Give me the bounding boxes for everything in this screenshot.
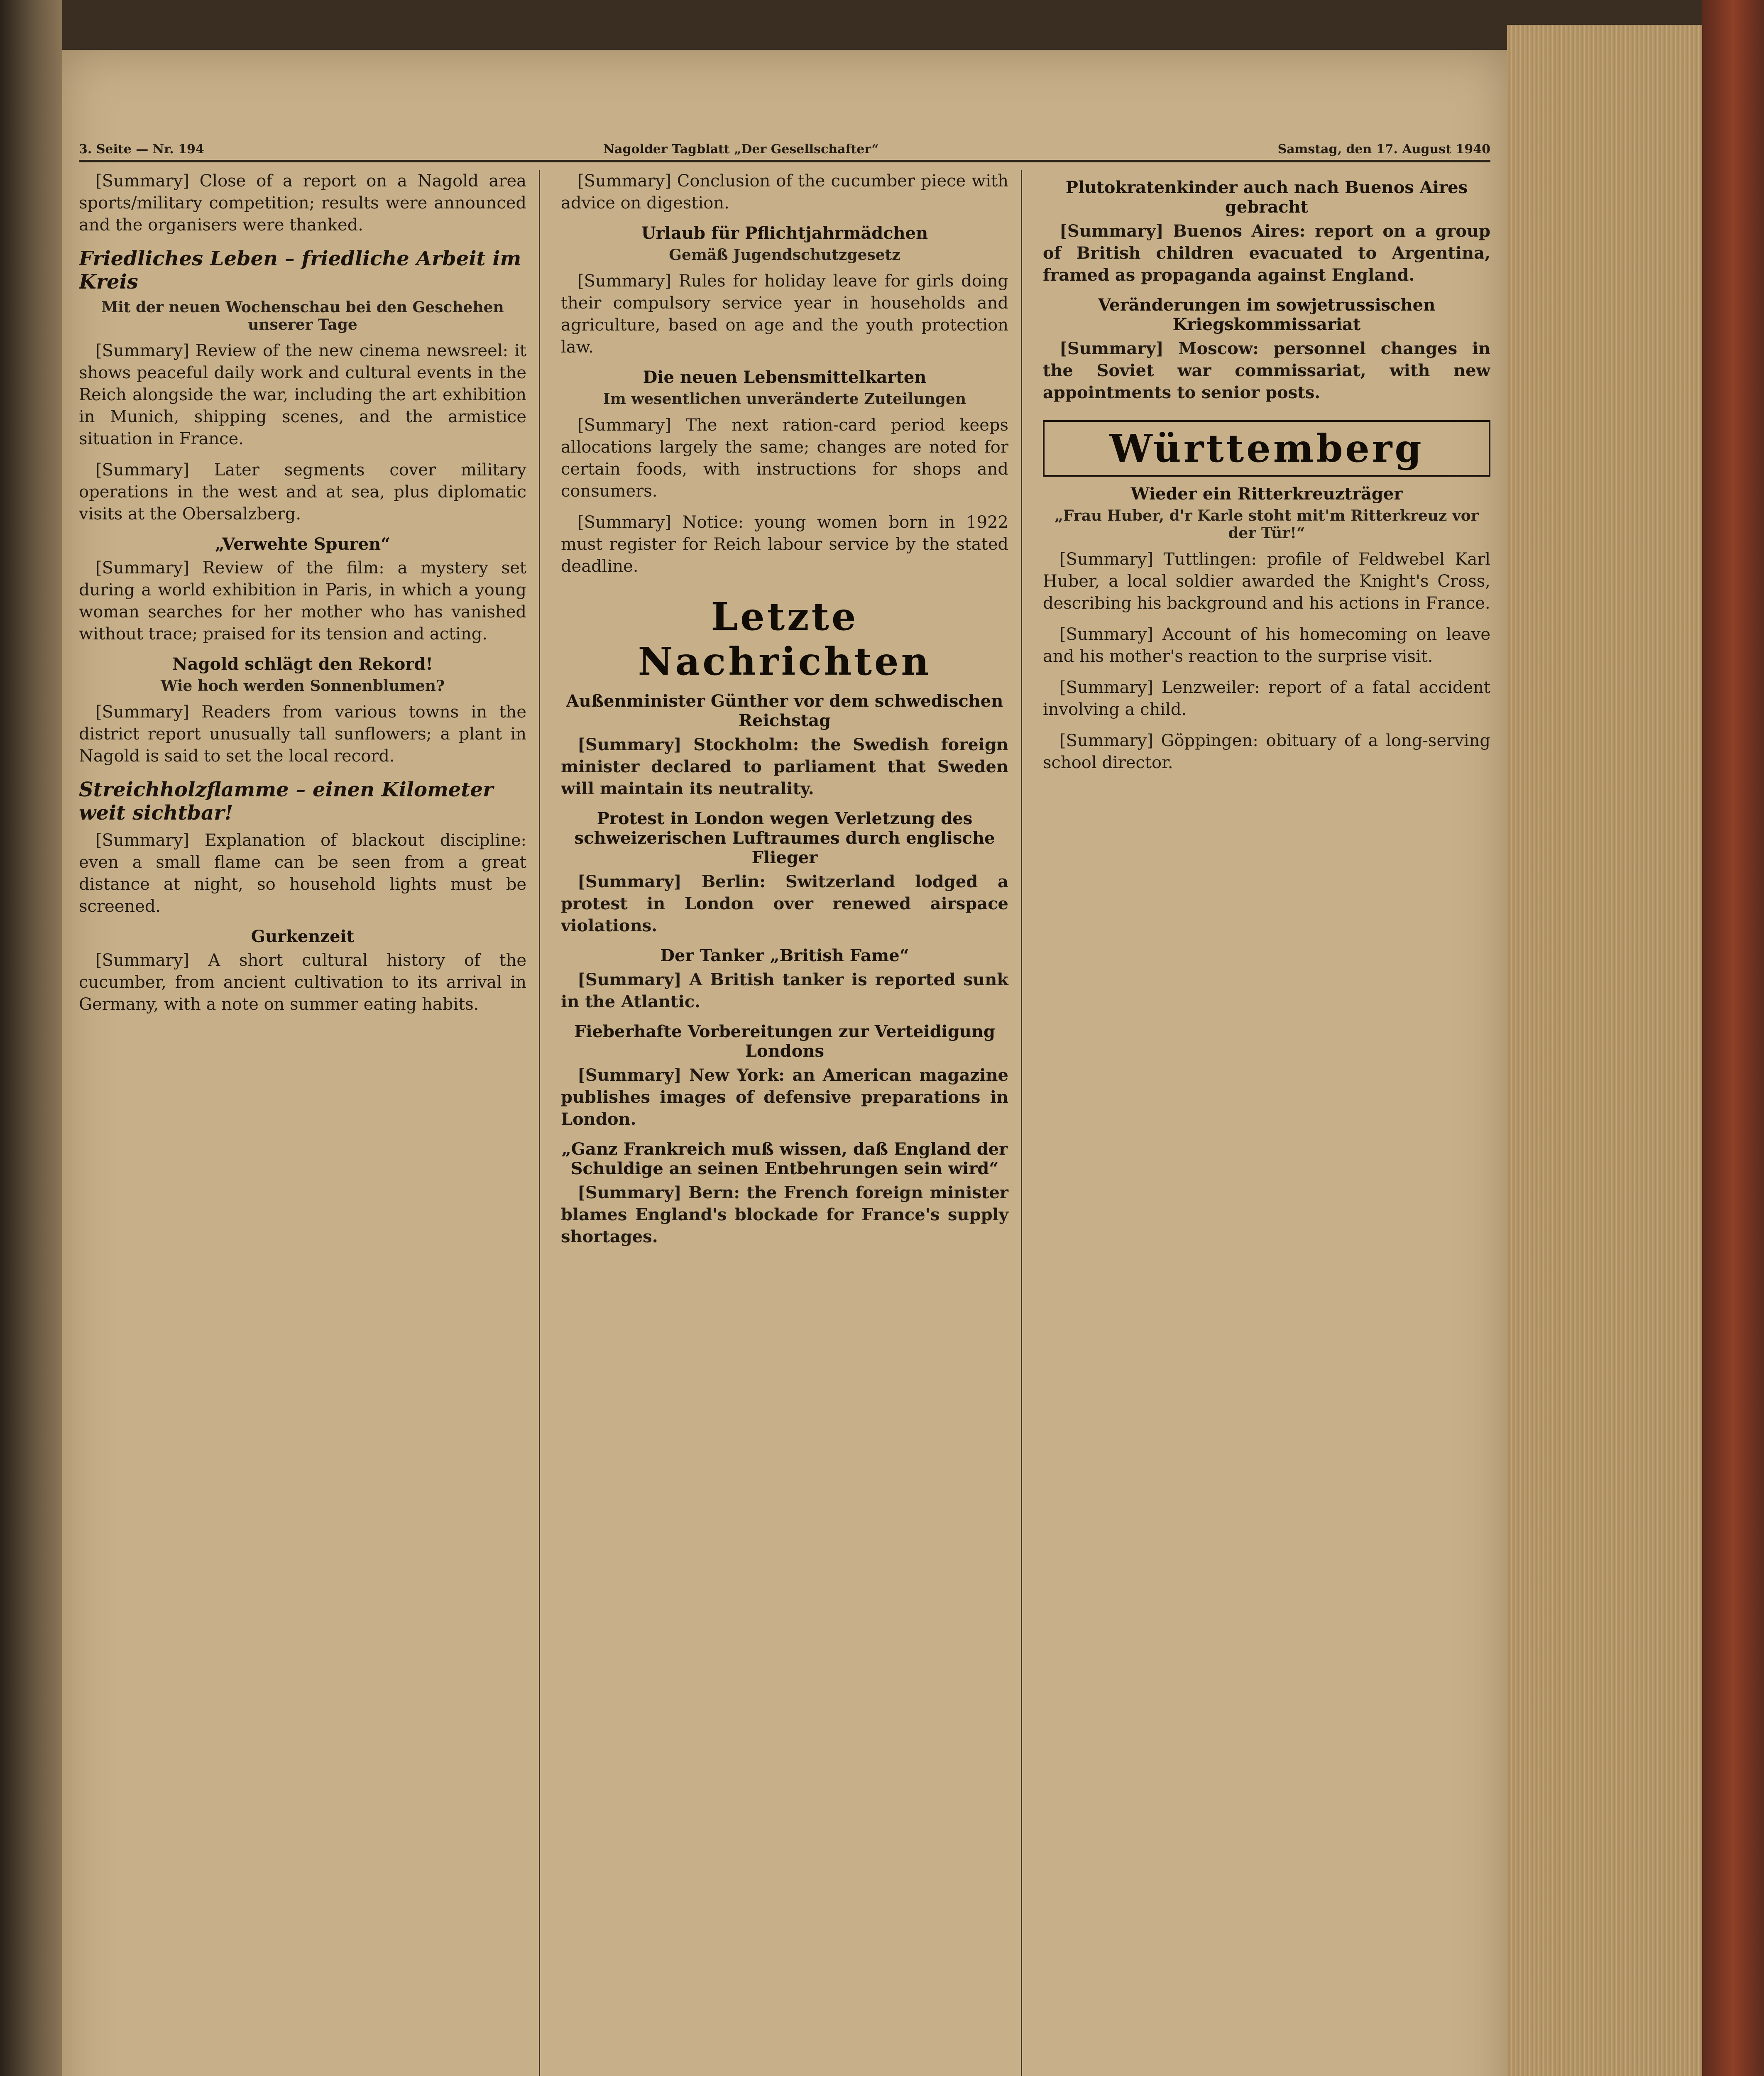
article-headline: Streichholzflamme – einen Kilometer weit sichtbar! [79,778,494,825]
article-paragraph: [Summary] Readers from various towns in the district report unusually tall sunflowers; a plant in Nagold is said to set the local record. [79,703,526,766]
article-paragraph: [Summary] Review of the new cinema newsreel: it shows peaceful daily work and cultural events in the Reich alongside the war, including the art exhibition in Munich, shipping scenes, and the armistice situation in France. [79,341,526,448]
article-paragraph: [Summary] Later segments cover military operations in the west and at sea, plus diplomatic visits at the Obersalzberg. [79,460,526,524]
article-title: Plutokratenkinder auch nach Buenos Aires gebracht [1065,178,1468,217]
page-stack-edge [1507,25,1702,2076]
article-title: „Ganz Frankreich muß wissen, daß England der Schuldige an seinen Entbehrungen sein wird“ [561,1139,1008,1178]
masthead-date: Samstag, den 17. August 1940 [1277,142,1490,157]
book-gutter-left [0,0,62,2076]
masthead-title: Nagolder Tagblatt „Der Gesellschafter“ [603,142,879,157]
columns [79,170,1490,2076]
article-paragraph: [Summary] Tuttlingen: profile of Feldwebel Karl Huber, a local soldier awarded the Knight's Cross, describing his background and his actions in France. [1043,550,1490,613]
masthead [79,135,1490,162]
article-title: Nagold schlägt den Rekord! [172,654,433,674]
article-paragraph: [Summary] Berlin: Switzerland lodged a protest in London over renewed airspace violations. [561,872,1008,935]
article-title: Protest in London wegen Verletzung des schweizerischen Luftraumes durch englische Flieger [574,809,995,867]
article-paragraph: [Summary] Explanation of blackout discipline: even a small flame can be seen from a great distance at night, so household lights must be screened. [79,831,526,916]
article-paragraph: [Summary] Rules for holiday leave for girls doing their compulsory service year in households and agriculture, based on age and the youth protection law. [561,272,1008,357]
book-spine [1702,0,1764,2076]
article-paragraph: [Summary] Moscow: personnel changes in the Soviet war commissariat, with new appointments to senior posts. [1043,339,1490,402]
article-title: Die neuen Lebensmittelkarten [643,367,927,387]
article-paragraph: [Summary] Close of a report on a Nagold area sports/military competition; results were announced and the organisers were thanked. [79,171,526,235]
article-paragraph: [Summary] The next ration-card period keeps allocations largely the same; changes are noted for certain foods, with instructions for shops and consumers. [561,416,1008,501]
column-3 [1043,170,1490,2076]
article-paragraph: [Summary] Buenos Aires: report on a group of British children evacuated to Argentina, framed as propaganda against England. [1043,221,1490,285]
article-title: Fieberhafte Vorbereitungen zur Verteidigung Londons [574,1022,995,1061]
article-subtitle: Im wesentlichen unveränderte Zuteilungen [603,390,966,408]
article-paragraph: [Summary] Bern: the French foreign minister blames England's blockade for France's supply shortages. [561,1183,1008,1246]
article-title: Außenminister Günther vor dem schwedischen Reichstag [566,691,1003,730]
article-paragraph: [Summary] A British tanker is reported sunk in the Atlantic. [561,970,1008,1011]
article-title: Gurkenzeit [251,927,355,946]
article-paragraph: [Summary] Review of the film: a mystery set during a world exhibition in Paris, in which a young woman searches for her mother who has vanished without trace; praised for its tension and acting. [79,558,526,644]
article-paragraph: [Summary] Account of his homecoming on leave and his mother's reaction to the surprise visit. [1043,625,1490,666]
article-title: „Verwehte Spuren“ [215,534,391,554]
article-title: Veränderungen im sowjetrussischen Kriegskommissariat [1098,295,1436,334]
article-paragraph: [Summary] A short cultural history of the cucumber, from ancient cultivation to its arrival in Germany, with a note on summer eating habits. [79,951,526,1014]
article-title: Wieder ein Ritterkreuzträger [1130,484,1403,504]
masthead-page-number: 3. Seite — Nr. 194 [79,142,204,157]
article-headline: Friedliches Leben – friedliche Arbeit im Kreis [79,247,521,294]
newspaper-page [62,50,1507,2076]
column-1 [79,170,540,2076]
article-subtitle: Mit der neuen Wochenschau bei den Geschehen unserer Tage [101,299,504,333]
article-paragraph: [Summary] Göppingen: obituary of a long-serving school director. [1043,731,1490,772]
article-subtitle: Wie hoch werden Sonnenblumen? [160,677,445,695]
section-heading: Württemberg [1043,420,1490,477]
article-paragraph: [Summary] Conclusion of the cucumber piece with advice on digestion. [561,171,1008,213]
article-title: Urlaub für Pflichtjahrmädchen [641,223,928,243]
column-2 [561,170,1022,2076]
article-paragraph: [Summary] Notice: young women born in 1922 must register for Reich labour service by the stated deadline. [561,513,1008,576]
article-subtitle: Gemäß Jugendschutzgesetz [669,246,900,264]
section-heading: Letzte Nachrichten [638,594,932,684]
article-paragraph: [Summary] New York: an American magazine publishes images of defensive preparations in London. [561,1065,1008,1129]
article-paragraph: [Summary] Lenzweiler: report of a fatal accident involving a child. [1043,678,1490,719]
article-subtitle: „Frau Huber, d'r Karle stoht mit'm Ritterkreuz vor der Tür!“ [1054,507,1479,542]
article-title: Der Tanker „British Fame“ [660,946,909,965]
article-paragraph: [Summary] Stockholm: the Swedish foreign minister declared to parliament that Sweden will maintain its neutrality. [561,735,1008,798]
